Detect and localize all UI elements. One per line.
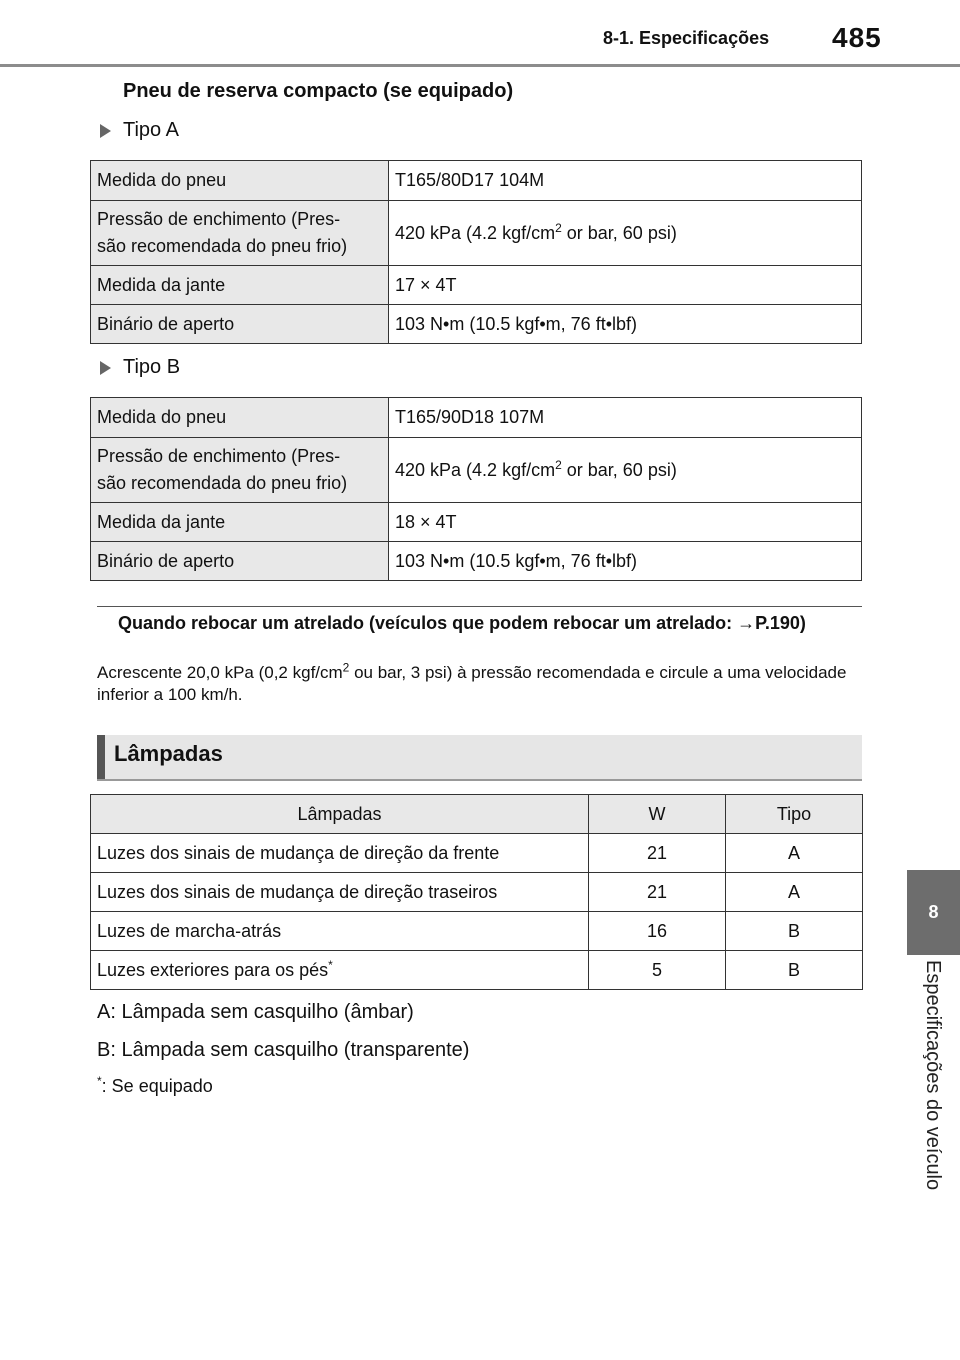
tipo-a-table xyxy=(90,160,862,344)
lamp-name: Luzes de marcha-atrás xyxy=(91,912,589,951)
table-row xyxy=(91,201,862,266)
table-row xyxy=(91,161,862,201)
lamp-type: A xyxy=(726,834,863,873)
lamps-title: Lâmpadas xyxy=(114,741,223,766)
spec-value: 103 N•m (10.5 kgf•m, 76 ft•lbf) xyxy=(389,305,862,344)
table-row xyxy=(91,398,862,438)
spec-value: 420 kPa (4.2 kgf/$cm^2$ or bar, 60 psi) xyxy=(389,201,862,266)
spec-value: 420 kPa (4.2 kgf/$cm^2$ or bar, 60 psi) xyxy=(389,438,862,503)
header-divider xyxy=(0,64,960,67)
spec-key: Pressão de enchimento (Pres- são recomendada do pneu frio) xyxy=(91,438,389,503)
tipo-b-table xyxy=(90,397,862,581)
spec-key: Medida da jante xyxy=(91,266,389,305)
lamps-table xyxy=(90,794,863,990)
tipo-a-heading: Tipo A xyxy=(100,119,179,142)
spec-value: T165/90D18 107M xyxy=(389,398,862,438)
table-row xyxy=(91,834,863,873)
footnote: *: Se equipado xyxy=(97,1074,213,1096)
lamps-section-banner xyxy=(97,735,862,781)
table-header-row xyxy=(91,795,863,834)
page-number: 485 xyxy=(832,22,882,53)
table-row xyxy=(91,542,862,581)
spec-value: 17 × 4T xyxy=(389,266,862,305)
table-row xyxy=(91,951,863,990)
spec-key: Medida do pneu xyxy=(91,161,389,201)
lamp-type: B xyxy=(726,951,863,990)
table-row xyxy=(91,873,863,912)
spec-value: 103 N•m (10.5 kgf•m, 76 ft•lbf) xyxy=(389,542,862,581)
column-header: W xyxy=(589,795,726,834)
table-row xyxy=(91,266,862,305)
lamp-watts: 16 xyxy=(589,912,726,951)
table-row xyxy=(91,912,863,951)
lamp-type: B xyxy=(726,912,863,951)
table-row xyxy=(91,503,862,542)
note-divider xyxy=(97,606,862,607)
legend-b: B: Lâmpada sem casquilho (transparente) xyxy=(97,1039,470,1061)
column-header: Lâmpadas xyxy=(91,795,589,834)
towing-note-heading: Quando rebocar um atrelado (veículos que podem rebocar um atrelado: →P.190) xyxy=(118,613,806,633)
lamp-watts: 5 xyxy=(589,951,726,990)
legend-a: A: Lâmpada sem casquilho (âmbar) xyxy=(97,1001,414,1023)
section-title: 8-1. Especificações xyxy=(603,28,770,48)
spare-tire-title: Pneu de reserva compacto (se equipado) xyxy=(123,80,514,102)
spec-value: 18 × 4T xyxy=(389,503,862,542)
banner-accent-bar xyxy=(97,735,105,779)
spec-value: T165/80D17 104M xyxy=(389,161,862,201)
lamp-name: Luzes dos sinais de mudança de direção traseiros xyxy=(91,873,589,912)
spec-key: Medida da jante xyxy=(91,503,389,542)
triangle-bullet-icon xyxy=(100,361,111,375)
table-row xyxy=(91,305,862,344)
spec-key: Pressão de enchimento (Pres- são recomendada do pneu frio) xyxy=(91,201,389,266)
lamp-type: A xyxy=(726,873,863,912)
towing-note-body: Acrescente 20,0 kPa (0,2 kgf/$cm^2$ ou bar, 3 psi) à pressão recomendada e circule a uma velocidade inferior a 100 km/h. xyxy=(97,660,847,704)
lamp-name: Luzes exteriores para os pés* xyxy=(91,951,589,990)
chapter-tab[interactable] xyxy=(907,870,960,955)
column-header: Tipo xyxy=(726,795,863,834)
lamp-name: Luzes dos sinais de mudança de direção da frente xyxy=(91,834,589,873)
spec-key: Medida do pneu xyxy=(91,398,389,438)
spec-key: Binário de aperto xyxy=(91,542,389,581)
lamp-watts: 21 xyxy=(589,834,726,873)
tipo-b-heading: Tipo B xyxy=(100,356,180,379)
table-row xyxy=(91,438,862,503)
triangle-bullet-icon xyxy=(100,124,111,138)
lamp-watts: 21 xyxy=(589,873,726,912)
chapter-number: 8 xyxy=(928,902,939,922)
spec-key: Binário de aperto xyxy=(91,305,389,344)
